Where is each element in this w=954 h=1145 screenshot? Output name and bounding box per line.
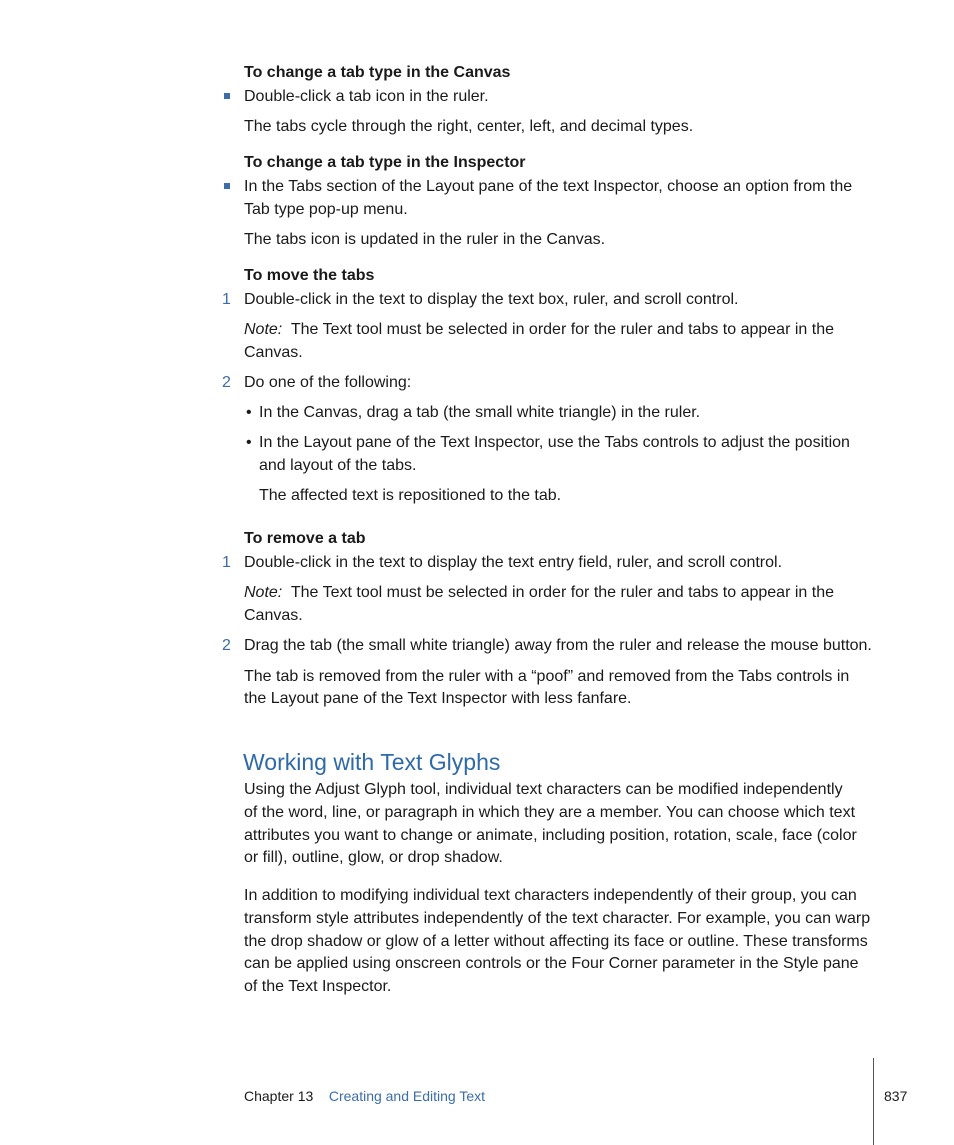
paragraph-line2: the Layout pane of the Text Inspector with less fanfare.: [244, 690, 632, 707]
note-label: Note:: [244, 584, 283, 601]
note-line1: [244, 581, 834, 604]
heading-change-tab-canvas: To change a tab type in the Canvas: [244, 64, 511, 81]
sub-bullet-text-line2: and layout of the tabs.: [259, 457, 417, 474]
paragraph-line: the drop shadow or glow of a letter without affecting its face or outline. These transforms: [244, 933, 868, 950]
step-number: 2: [222, 374, 231, 391]
bullet-square-icon: [224, 183, 230, 189]
note-line2: Canvas.: [244, 607, 303, 624]
paragraph-line: can be applied using onscreen controls or the Four Corner parameter in the Style pane: [244, 955, 859, 972]
step-number: 1: [222, 291, 231, 308]
sub-paragraph: The affected text is repositioned to the tab.: [259, 487, 562, 504]
paragraph-line: Using the Adjust Glyph tool, individual text characters can be modified independently: [244, 781, 843, 798]
note-text: The Text tool must be selected in order for the ruler and tabs to appear in the: [290, 321, 834, 338]
chapter-title-link[interactable]: Creating and Editing Text: [328, 1088, 486, 1104]
bullet-square-icon: [224, 93, 230, 99]
note-text: The Text tool must be selected in order for the ruler and tabs to appear in the: [290, 584, 834, 601]
heading-move-tabs: To move the tabs: [244, 267, 375, 284]
step-text: Drag the tab (the small white triangle) away from the ruler and release the mouse button.: [244, 637, 872, 654]
paragraph-line: transform style attributes independently of the text character. For example, you can warp: [244, 910, 871, 927]
step-text: Double-click in the text to display the text box, ruler, and scroll control.: [244, 291, 739, 308]
bullet-text-line2: Tab type pop-up menu.: [244, 201, 408, 218]
paragraph-line1: The tab is removed from the ruler with a “poof” and removed from the Tabs controls in: [244, 668, 850, 685]
step-text: Double-click in the text to display the text entry field, ruler, and scroll control.: [244, 554, 783, 571]
heading-remove-tab: To remove a tab: [244, 530, 366, 547]
step-number: 1: [222, 554, 231, 571]
paragraph-line: attributes you want to change or animate, including position, rotation, scale, face (color: [244, 827, 857, 844]
bullet-dot-icon: •: [246, 404, 252, 421]
chapter-label: Chapter 13: [244, 1088, 314, 1104]
sub-bullet-text: In the Canvas, drag a tab (the small white triangle) in the ruler.: [259, 404, 701, 421]
paragraph: The tabs icon is updated in the ruler in the Canvas.: [244, 231, 606, 248]
note-line1: [244, 318, 834, 341]
paragraph-line: or fill), outline, glow, or drop shadow.: [244, 849, 503, 866]
heading-change-tab-inspector: To change a tab type in the Inspector: [244, 154, 526, 171]
paragraph-line: In addition to modifying individual text characters independently of their group, you can: [244, 887, 857, 904]
step-number: 2: [222, 637, 231, 654]
bullet-text-line1: In the Tabs section of the Layout pane of the text Inspector, choose an option from the: [244, 178, 853, 195]
note-label: Note:: [244, 321, 283, 338]
footer-divider: [873, 1058, 874, 1145]
bullet-dot-icon: •: [246, 434, 252, 451]
paragraph: The tabs cycle through the right, center, left, and decimal types.: [244, 118, 694, 135]
sub-bullet-text-line1: In the Layout pane of the Text Inspector, use the Tabs controls to adjust the position: [259, 434, 850, 451]
note-line2: Canvas.: [244, 344, 303, 361]
paragraph-line: of the Text Inspector.: [244, 978, 392, 995]
section-title: Working with Text Glyphs: [243, 749, 501, 775]
footer-chapter: [244, 1087, 485, 1105]
bullet-text: Double-click a tab icon in the ruler.: [244, 88, 489, 105]
paragraph-line: of the word, line, or paragraph in which they are a member. You can choose which text: [244, 804, 856, 821]
step-text: Do one of the following:: [244, 374, 412, 391]
page-number: 837: [884, 1088, 908, 1104]
